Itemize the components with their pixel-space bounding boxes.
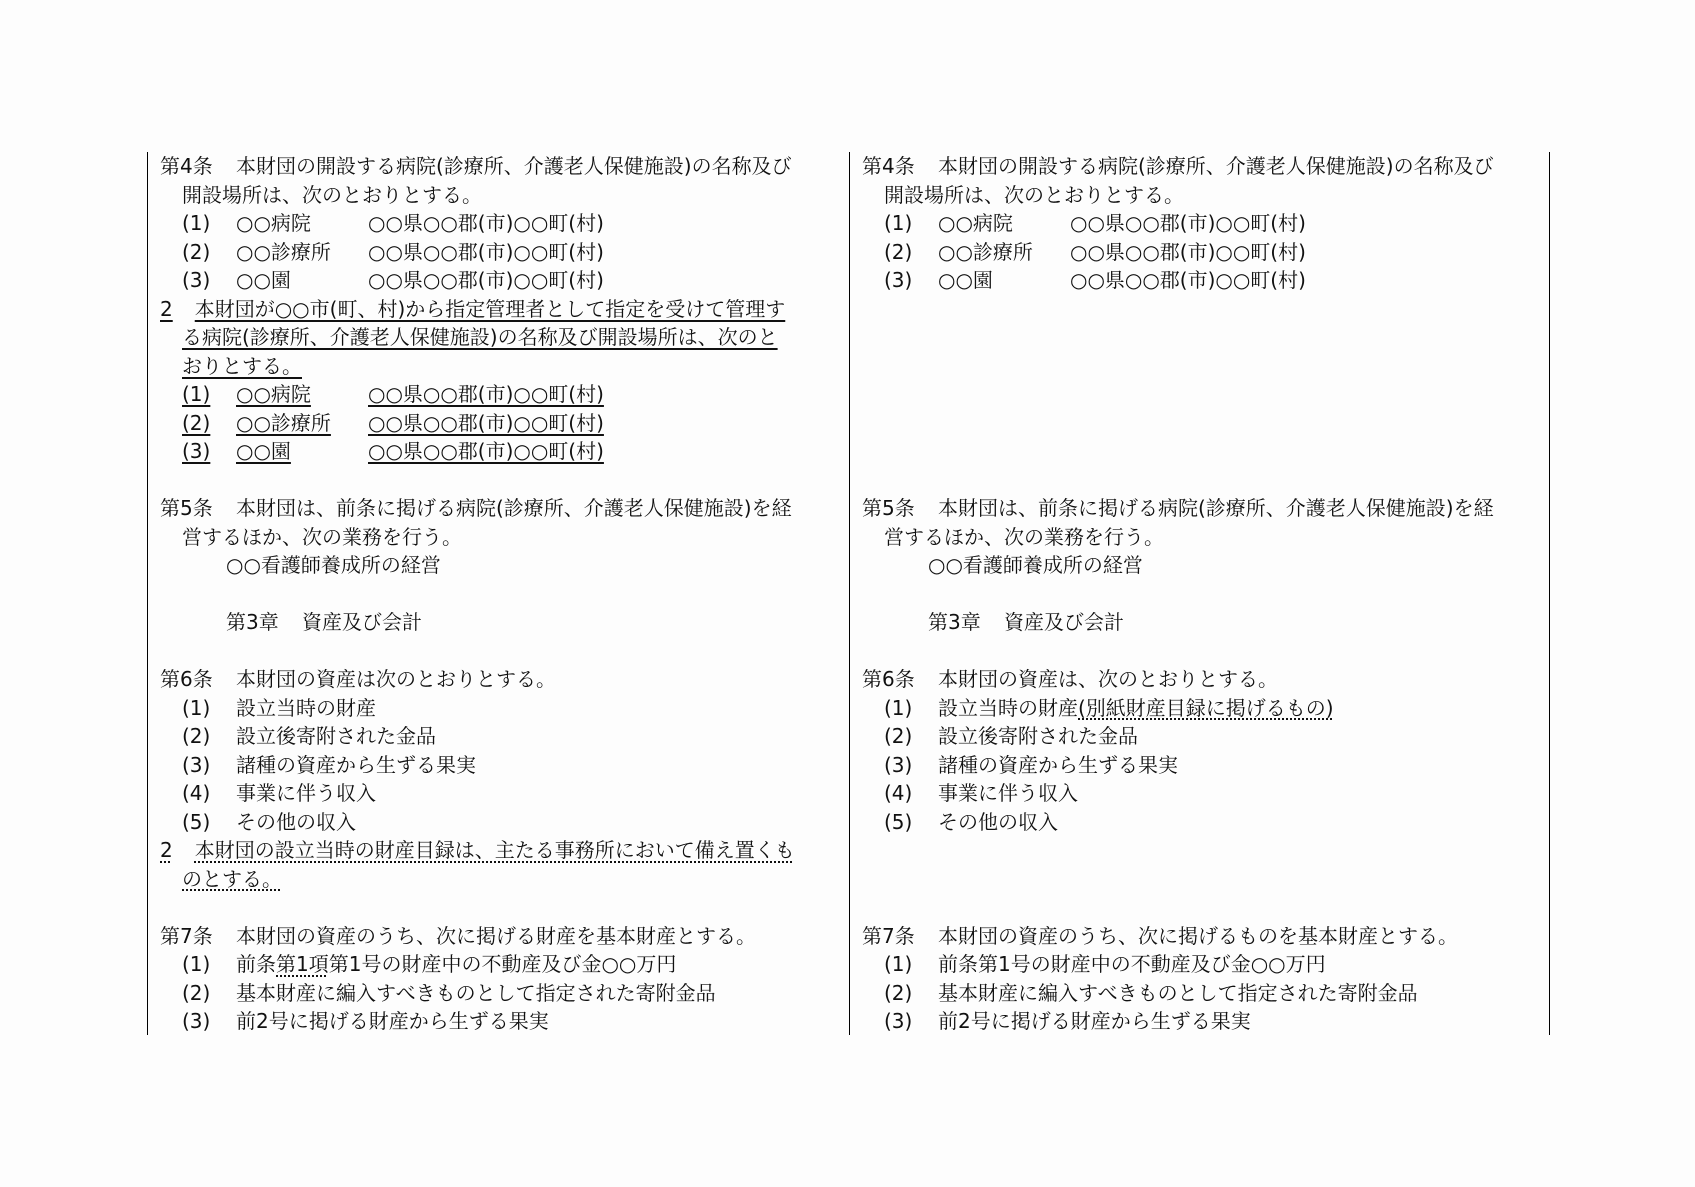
- article-5-heading: 第5条 本財団は、前条に掲げる病院(診療所、介護老人保健施設)を経: [862, 496, 1494, 520]
- list-item: (3) ○○園 ○○県○○郡(市)○○町(村): [182, 439, 604, 463]
- list-item: (5) その他の収入: [884, 809, 1058, 834]
- list-item: (1) ○○病院 ○○県○○郡(市)○○町(村): [884, 211, 1306, 235]
- list-item: (3) 前2号に掲げる財産から生ずる果実: [182, 1009, 549, 1033]
- article-5-item: ○○看護師養成所の経営: [226, 553, 441, 577]
- table-border-middle: [849, 152, 850, 1035]
- article-4-heading: 第4条 本財団の開設する病院(診療所、介護老人保健施設)の名称及び: [862, 154, 1494, 178]
- left-column: [160, 152, 840, 1036]
- list-item: (3) 前2号に掲げる財産から生ずる果実: [884, 1009, 1251, 1033]
- article-4-paragraph-2-cont: おりとする。: [182, 353, 302, 378]
- list-item: (1) ○○病院 ○○県○○郡(市)○○町(村): [182, 382, 604, 406]
- article-5-text-cont: 営するほか、次の業務を行う。: [182, 524, 462, 549]
- article-7-heading: 第7条 本財団の資産のうち、次に掲げるものを基本財産とする。: [862, 923, 1458, 948]
- list-item: (2) ○○診療所 ○○県○○郡(市)○○町(村): [884, 239, 1306, 264]
- list-item: (4) 事業に伴う収入: [182, 781, 376, 805]
- chapter-3-heading: 第3章 資産及び会計: [226, 610, 422, 634]
- list-item: (1) 前条第1項第1号の財産中の不動産及び金○○万円: [182, 952, 677, 976]
- list-item: (2) ○○診療所 ○○県○○郡(市)○○町(村): [182, 410, 604, 435]
- article-6-paragraph-2: 2 本財団の設立当時の財産目録は、主たる事務所において備え置くも: [160, 838, 795, 862]
- list-item: (3) 諸種の資産から生ずる果実: [884, 752, 1178, 777]
- article-4-paragraph-2: 2 本財団が○○市(町、村)から指定管理者として指定を受けて管理す: [160, 296, 786, 321]
- table-border-left: [147, 152, 148, 1035]
- list-item: (3) ○○園 ○○県○○郡(市)○○町(村): [884, 268, 1306, 292]
- article-6-heading: 第6条 本財団の資産は、次のとおりとする。: [862, 667, 1278, 691]
- article-6-paragraph-2-cont: のとする。: [182, 866, 282, 891]
- list-item: (2) 基本財産に編入すべきものとして指定された寄附金品: [884, 980, 1418, 1005]
- list-item: (2) ○○診療所 ○○県○○郡(市)○○町(村): [182, 239, 604, 264]
- list-item: (2) 基本財産に編入すべきものとして指定された寄附金品: [182, 980, 716, 1005]
- article-7-heading: 第7条 本財団の資産のうち、次に掲げる財産を基本財産とする。: [160, 923, 756, 948]
- article-4-text-cont: 開設場所は、次のとおりとする。: [182, 182, 482, 207]
- article-6-heading: 第6条 本財団の資産は次のとおりとする。: [160, 667, 556, 691]
- article-4-heading: 第4条 本財団の開設する病院(診療所、介護老人保健施設)の名称及び: [160, 154, 792, 178]
- list-item: (1) ○○病院 ○○県○○郡(市)○○町(村): [182, 211, 604, 235]
- right-column: [862, 152, 1542, 1036]
- list-item: (4) 事業に伴う収入: [884, 781, 1078, 805]
- table-border-right: [1549, 152, 1550, 1035]
- list-item: (5) その他の収入: [182, 809, 356, 834]
- list-item: (1) 前条第1号の財産中の不動産及び金○○万円: [884, 952, 1326, 976]
- article-5-item: ○○看護師養成所の経営: [928, 553, 1143, 577]
- article-5-text-cont: 営するほか、次の業務を行う。: [884, 524, 1164, 549]
- list-item: (2) 設立後寄附された金品: [884, 724, 1138, 748]
- article-4-text-cont: 開設場所は、次のとおりとする。: [884, 182, 1184, 207]
- list-item: (1) 設立当時の財産: [182, 695, 376, 720]
- list-item: (1) 設立当時の財産(別紙財産目録に掲げるもの): [884, 695, 1334, 720]
- article-5-heading: 第5条 本財団は、前条に掲げる病院(診療所、介護老人保健施設)を経: [160, 496, 792, 520]
- list-item: (2) 設立後寄附された金品: [182, 724, 436, 748]
- list-item: (3) 諸種の資産から生ずる果実: [182, 752, 476, 777]
- article-4-paragraph-2-cont: る病院(診療所、介護老人保健施設)の名称及び開設場所は、次のと: [182, 325, 778, 349]
- list-item: (3) ○○園 ○○県○○郡(市)○○町(村): [182, 268, 604, 292]
- chapter-3-heading: 第3章 資産及び会計: [928, 610, 1124, 634]
